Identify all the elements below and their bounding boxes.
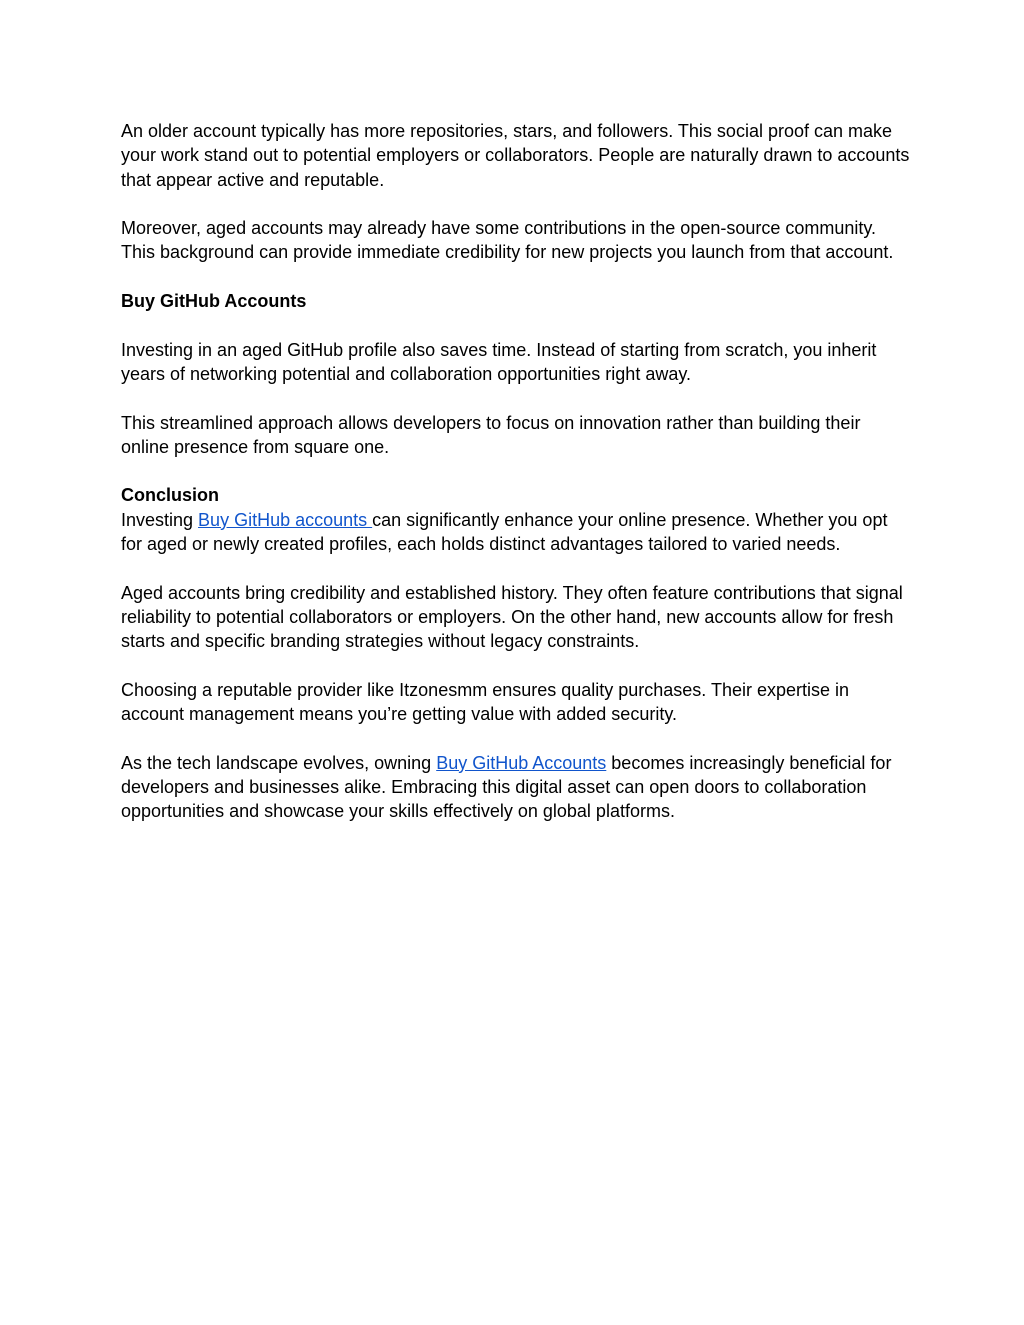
paragraph-tech-landscape-lead: As the tech landscape evolves, owning — [121, 752, 437, 773]
paragraph-provider: Choosing a reputable provider like Itzonesmm ensures quality purchases. Their expertise in account management means you’re getting value with added security. — [121, 679, 850, 725]
document-page — [121, 119, 911, 848]
heading-buy-github-accounts: Buy GitHub Accounts — [121, 291, 307, 312]
paragraph-investing-lead: Investing — [121, 509, 199, 530]
paragraph-social-proof: An older account typically has more repositories, stars, and followers. This social proof can make your work stand out to potential employers or collaborators. People are naturally drawn to accounts that appear active and reputable. — [121, 121, 910, 190]
paragraph-aged-accounts: Aged accounts bring credibility and established history. They often feature contributions that signal reliability to potential collaborators or employers. On the other hand, new accounts allow for fresh starts and specific branding strategies without legacy constraints. — [121, 582, 903, 652]
paragraph-saves-time: Investing in an aged GitHub profile also saves time. Instead of starting from scratch, you inherit years of networking potential and collaboration opportunities right away. — [121, 339, 877, 384]
paragraph-tech-landscape — [121, 751, 911, 824]
paragraph-contributions: Moreover, aged accounts may already have some contributions in the open-source community. This background can provide immediate credibility for new projects you launch from that account. — [121, 218, 894, 263]
buy-github-accounts-link-2[interactable]: Buy GitHub Accounts — [436, 752, 607, 773]
paragraph-streamlined: This streamlined approach allows developers to focus on innovation rather than building their online presence from square one. — [121, 412, 861, 457]
paragraph-investing-rest: can significantly enhance your online presence. Whether you opt for aged or newly created profiles, each holds distinct advantages tailored to varied needs. — [121, 509, 888, 555]
paragraph-tech-landscape-rest: becomes increasingly beneficial for developers and businesses alike. Embracing this digital asset can open doors to collaboration opportunities and showcase your skills effectively on global platforms. — [121, 752, 892, 822]
heading-conclusion: Conclusion — [121, 485, 219, 506]
buy-github-accounts-link[interactable]: Buy GitHub accounts — [198, 509, 373, 530]
paragraph-investing — [121, 508, 911, 557]
